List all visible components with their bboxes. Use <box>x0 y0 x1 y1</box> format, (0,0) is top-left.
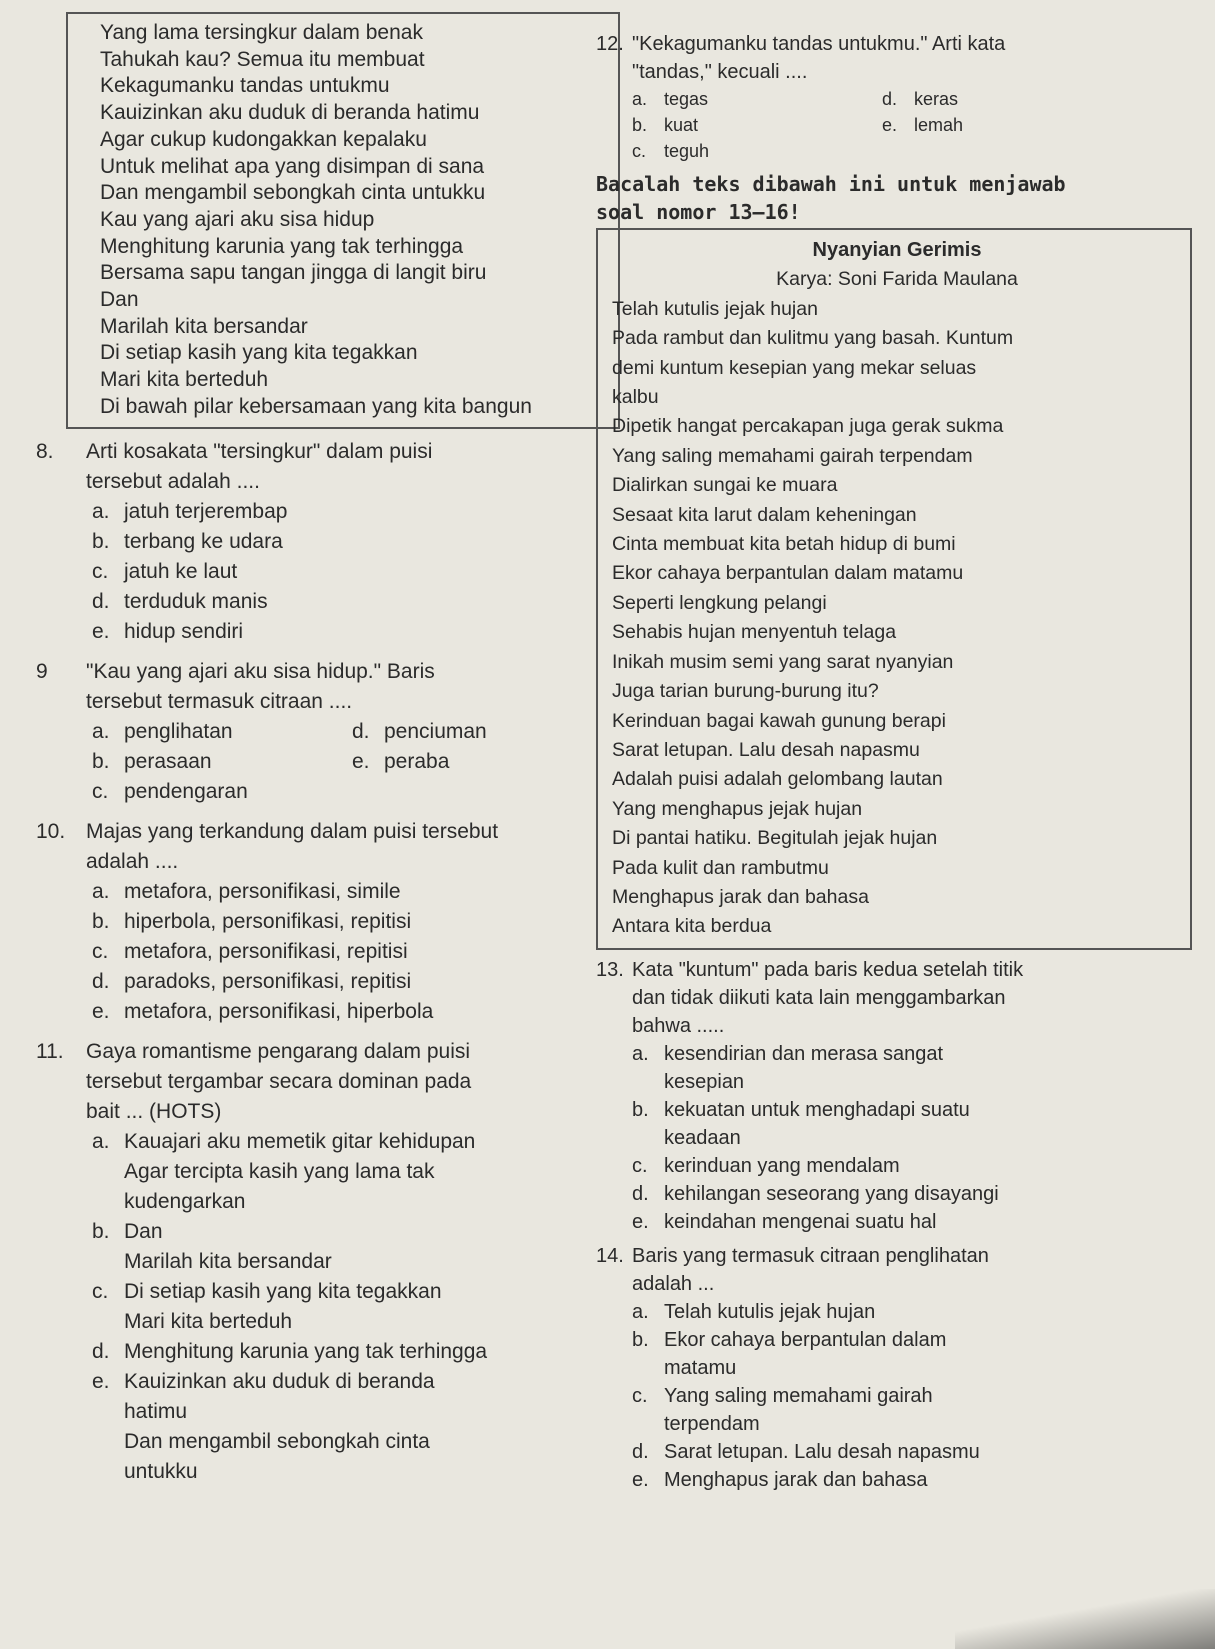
option-letter: c. <box>92 1279 109 1303</box>
poem-line: Sesaat kita larut dalam keheningan <box>612 503 917 526</box>
option-text <box>124 1277 442 1337</box>
answer-option <box>882 86 1062 112</box>
instruction-line: soal nomor 13–16! <box>596 200 801 224</box>
option-line: keadaan <box>664 1126 741 1149</box>
question-12 <box>596 30 1176 164</box>
poem-line: Dan <box>100 288 139 312</box>
question-line: adalah .... <box>86 849 179 873</box>
option-text <box>664 1466 928 1494</box>
question-line: bait ... (HOTS) <box>86 1099 222 1123</box>
instruction <box>596 170 1176 226</box>
option-text: perasaan <box>124 749 212 773</box>
poem-line: Menghitung karunia yang tak terhingga <box>100 234 464 258</box>
poem-line: Inikah musim semi yang sarat nyanyian <box>612 650 954 673</box>
option-text: terduduk manis <box>124 589 268 613</box>
question-number: 9 <box>36 659 48 683</box>
option-line: Yang saling memahami gairah <box>664 1384 933 1407</box>
option-text: lemah <box>914 115 964 135</box>
poem-line: Untuk melihat apa yang disimpan di sana <box>100 154 485 178</box>
option-text <box>664 1180 999 1208</box>
option-letter: d. <box>632 1182 649 1205</box>
question-text <box>86 657 592 717</box>
question-stem <box>596 956 1176 1040</box>
answer-option <box>632 86 882 112</box>
question-text <box>632 956 1176 1040</box>
answer-option <box>92 1337 592 1367</box>
option-text <box>664 1040 943 1096</box>
poem-line: kalbu <box>612 386 659 409</box>
question-line: tersebut termasuk citraan .... <box>86 689 353 713</box>
option-text <box>124 1127 475 1217</box>
answer-option <box>632 1298 1176 1326</box>
poem-line: Di bawah pilar kebersamaan yang kita bangun <box>100 394 532 418</box>
option-line: Dan <box>124 1219 163 1243</box>
option-letter: c. <box>632 1154 648 1177</box>
option-letter: c. <box>632 141 647 161</box>
option-text: jatuh ke laut <box>124 559 238 583</box>
option-text: metafora, personifikasi, repitisi <box>124 939 408 963</box>
answer-option <box>632 1326 1176 1382</box>
option-text <box>124 1367 435 1487</box>
option-letter: b. <box>92 529 110 553</box>
question-text <box>632 1242 1176 1298</box>
poem-line: Agar cukup kudongakkan kepalaku <box>100 127 427 151</box>
answer-option <box>632 1040 1176 1096</box>
question-11 <box>36 1037 592 1487</box>
option-line: kekuatan untuk menghadapi suatu <box>664 1098 970 1121</box>
answer-option <box>92 587 592 617</box>
option-letter: d. <box>632 1440 649 1463</box>
poem-line: Dipetik hangat percakapan juga gerak sukma <box>612 415 1004 438</box>
poem-box-nyanyian-gerimis <box>596 228 1192 950</box>
option-letter: b. <box>632 115 648 135</box>
option-letter: c. <box>632 1384 648 1407</box>
question-number: 11. <box>36 1039 64 1063</box>
poem-line: Pada rambut dan kulitmu yang basah. Kuntum <box>612 327 1014 350</box>
question-8 <box>36 437 592 647</box>
poem-line: Adalah puisi adalah gelombang lautan <box>612 768 943 791</box>
question-line: Gaya romantisme pengarang dalam puisi <box>86 1039 471 1063</box>
question-9 <box>36 657 592 807</box>
poem-line: Marilah kita bersandar <box>100 314 308 338</box>
answer-option <box>92 967 592 997</box>
question-text <box>86 437 592 497</box>
question-stem <box>596 30 1176 86</box>
question-stem <box>36 437 592 497</box>
option-line: Menghitung karunia yang tak terhingga <box>124 1339 488 1363</box>
option-text: teguh <box>664 141 710 161</box>
option-letter: c. <box>92 779 109 803</box>
poem-line: Ekor cahaya berpantulan dalam matamu <box>612 562 964 585</box>
poem-line: Kerinduan bagai kawah gunung berapi <box>612 709 946 732</box>
poem-line: Di pantai hatiku. Begitulah jejak hujan <box>612 827 938 850</box>
option-text: hiperbola, personifikasi, repitisi <box>124 909 412 933</box>
option-text: terbang ke udara <box>124 529 283 553</box>
option-letter: b. <box>632 1328 649 1351</box>
question-line: tersebut tergambar secara dominan pada <box>86 1069 472 1093</box>
option-text: penglihatan <box>124 719 233 743</box>
option-line: keindahan mengenai suatu hal <box>664 1210 937 1233</box>
answer-option <box>632 1208 1176 1236</box>
question-line: Majas yang terkandung dalam puisi tersebut <box>86 819 499 843</box>
answer-option <box>92 527 592 557</box>
option-letter: b. <box>92 909 110 933</box>
option-text <box>124 1217 332 1277</box>
options-grid <box>596 86 1176 164</box>
option-text <box>664 1382 933 1438</box>
answer-option <box>352 717 572 747</box>
option-text: metafora, personifikasi, hiperbola <box>124 999 434 1023</box>
question-line: Baris yang termasuk citraan penglihatan <box>632 1244 989 1267</box>
question-line: Kata "kuntum" pada baris kedua setelah titik <box>632 958 1024 981</box>
poem-line: Yang menghapus jejak hujan <box>612 797 863 820</box>
poem-line: Di setiap kasih yang kita tegakkan <box>100 341 418 365</box>
option-line: Dan mengambil sebongkah cinta <box>124 1429 430 1453</box>
question-line: bahwa ..... <box>632 1014 725 1037</box>
instruction-line: Bacalah teks dibawah ini untuk menjawab <box>596 172 1066 196</box>
option-text: jatuh terjerembap <box>124 499 288 523</box>
option-letter: a. <box>632 89 648 109</box>
option-letter: b. <box>632 1098 649 1121</box>
poem-line: Yang lama tersingkur dalam benak <box>100 21 423 44</box>
option-line: Marilah kita bersandar <box>124 1249 332 1273</box>
option-line: Agar tercipta kasih yang lama tak <box>124 1159 435 1183</box>
option-text <box>664 1326 946 1382</box>
option-text <box>664 1208 936 1236</box>
option-text <box>124 1337 487 1367</box>
answer-option <box>92 747 352 777</box>
option-letter: a. <box>92 879 110 903</box>
option-text: peraba <box>384 749 450 773</box>
answer-option <box>92 1127 592 1217</box>
option-line: Kauajari aku memetik gitar kehidupan <box>124 1129 476 1153</box>
left-column <box>36 12 592 1487</box>
options-list <box>596 1298 1176 1494</box>
option-letter: d. <box>92 969 110 993</box>
option-line: Telah kutulis jejak hujan <box>664 1300 876 1323</box>
option-letter: b. <box>92 749 110 773</box>
answer-option <box>92 617 592 647</box>
option-letter: c. <box>92 939 109 963</box>
option-letter: b. <box>92 1219 110 1243</box>
answer-option <box>632 1180 1176 1208</box>
poem-line: Mari kita berteduh <box>100 368 269 392</box>
question-13 <box>596 956 1176 1236</box>
poem-title: Nyanyian Gerimis <box>812 239 982 261</box>
question-line: dan tidak diikuti kata lain menggambarkan <box>632 986 1006 1009</box>
question-text <box>632 30 1176 86</box>
option-letter: d. <box>92 589 110 613</box>
option-letter: e. <box>632 1210 649 1233</box>
option-text <box>664 1298 875 1326</box>
answer-option <box>92 1367 592 1487</box>
question-text <box>86 817 592 877</box>
option-text: tegas <box>664 89 709 109</box>
option-letter: e. <box>352 749 370 773</box>
option-letter: a. <box>92 499 110 523</box>
answer-option <box>92 937 592 967</box>
option-line: kehilangan seseorang yang disayangi <box>664 1182 999 1205</box>
option-line: Ekor cahaya berpantulan dalam <box>664 1328 947 1351</box>
option-line: kesendirian dan merasa sangat <box>664 1042 944 1065</box>
poem-line: Juga tarian burung-burung itu? <box>612 680 879 703</box>
poem-line: Sarat letupan. Lalu desah napasmu <box>612 738 920 761</box>
option-line: kudengarkan <box>124 1189 246 1213</box>
option-letter: a. <box>92 719 110 743</box>
answer-option <box>92 557 592 587</box>
poem-line: Yang saling memahami gairah terpendam <box>612 444 973 467</box>
answer-option <box>882 112 1062 138</box>
option-line: Sarat letupan. Lalu desah napasmu <box>664 1440 980 1463</box>
poem-box <box>66 12 620 429</box>
answer-option <box>92 497 592 527</box>
option-text: penciuman <box>384 719 487 743</box>
question-text <box>86 1037 592 1127</box>
option-letter: d. <box>92 1339 110 1363</box>
answer-option <box>92 907 592 937</box>
answer-option <box>632 112 882 138</box>
option-text <box>664 1152 900 1180</box>
poem-line: demi kuntum kesepian yang mekar seluas <box>612 356 977 379</box>
question-stem <box>36 817 592 877</box>
question-line: adalah ... <box>632 1272 715 1295</box>
option-text: kuat <box>664 115 699 135</box>
option-letter: e. <box>632 1468 649 1491</box>
option-letter: a. <box>92 1129 110 1153</box>
question-number: 14. <box>596 1244 624 1267</box>
right-column <box>596 30 1176 1494</box>
poem-line: Antara kita berdua <box>612 915 772 938</box>
option-letter: e. <box>92 999 110 1023</box>
poem-line: Pada kulit dan rambutmu <box>612 856 829 879</box>
question-number: 13. <box>596 958 624 981</box>
option-line: Di setiap kasih yang kita tegakkan <box>124 1279 442 1303</box>
option-text: keras <box>914 89 959 109</box>
answer-option <box>92 877 592 907</box>
poem-line: Dialirkan sungai ke muara <box>612 474 838 497</box>
option-line: hatimu <box>124 1399 188 1423</box>
question-stem <box>36 1037 592 1127</box>
poem-line: Cinta membuat kita betah hidup di bumi <box>612 533 956 556</box>
answer-option <box>632 138 882 164</box>
poem-line: Seperti lengkung pelangi <box>612 591 827 614</box>
question-10 <box>36 817 592 1027</box>
answer-option <box>632 1096 1176 1152</box>
poem-line: Kekagumanku tandas untukmu <box>100 74 390 98</box>
answer-option <box>92 1217 592 1277</box>
option-letter: a. <box>632 1300 649 1323</box>
answer-option <box>632 1152 1176 1180</box>
option-line: untukku <box>124 1459 198 1483</box>
option-line: kesepian <box>664 1070 745 1093</box>
option-letter: a. <box>632 1042 649 1065</box>
poem-line: Bersama sapu tangan jingga di langit biru <box>100 261 487 285</box>
answer-option <box>632 1438 1176 1466</box>
question-line: "Kekagumanku tandas untukmu." Arti kata <box>632 33 1006 55</box>
option-line: Menghapus jarak dan bahasa <box>664 1468 928 1491</box>
options-list <box>36 877 592 1027</box>
question-line: tersebut adalah .... <box>86 469 260 493</box>
option-text: pendengaran <box>124 779 248 803</box>
poem-line: Telah kutulis jejak hujan <box>612 297 818 320</box>
poem-line: Kau yang ajari aku sisa hidup <box>100 207 375 231</box>
option-letter: d. <box>352 719 370 743</box>
option-text: paradoks, personifikasi, repitisi <box>124 969 412 993</box>
option-text <box>664 1438 980 1466</box>
option-letter: e. <box>92 619 110 643</box>
option-letter: e. <box>92 1369 110 1393</box>
option-text: hidup sendiri <box>124 619 244 643</box>
option-letter: c. <box>92 559 109 583</box>
answer-option <box>92 1277 592 1337</box>
photo-shadow <box>955 1589 1215 1649</box>
option-line: matamu <box>664 1356 737 1379</box>
options-list <box>36 497 592 647</box>
option-line: terpendam <box>664 1412 760 1435</box>
options-list <box>596 1040 1176 1236</box>
poem-lines <box>612 295 1182 942</box>
question-line: Arti kosakata "tersingkur" dalam puisi <box>86 439 433 463</box>
option-text: metafora, personifikasi, simile <box>124 879 401 903</box>
option-line: Mari kita berteduh <box>124 1309 293 1333</box>
poem-line: Sehabis hujan menyentuh telaga <box>612 621 897 644</box>
option-letter: d. <box>882 89 898 109</box>
answer-option <box>352 747 572 777</box>
question-number: 12. <box>596 33 624 55</box>
option-line: Kauizinkan aku duduk di beranda <box>124 1369 435 1393</box>
poem-line: Menghapus jarak dan bahasa <box>612 885 869 908</box>
answer-option <box>92 717 352 747</box>
poem-line: Tahukah kau? Semua itu membuat <box>100 47 425 71</box>
question-stem <box>36 657 592 717</box>
question-number: 10. <box>36 819 66 843</box>
question-number: 8. <box>36 439 54 463</box>
poem-author: Karya: Soni Farida Maulana <box>776 268 1018 291</box>
answer-option <box>632 1382 1176 1438</box>
poem-line: Dan mengambil sebongkah cinta untukku <box>100 181 486 205</box>
option-text <box>664 1096 970 1152</box>
options-list <box>36 1127 592 1487</box>
options-grid <box>36 717 592 807</box>
poem-line: Kauizinkan aku duduk di beranda hatimu <box>100 101 480 125</box>
question-stem <box>596 1242 1176 1298</box>
answer-option <box>632 1466 1176 1494</box>
option-letter: e. <box>882 115 898 135</box>
question-line: "Kau yang ajari aku sisa hidup." Baris <box>86 659 435 683</box>
question-line: "tandas," kecuali .... <box>632 61 808 83</box>
answer-option <box>92 997 592 1027</box>
option-line: kerinduan yang mendalam <box>664 1154 900 1177</box>
answer-option <box>92 777 352 807</box>
question-14 <box>596 1242 1176 1494</box>
